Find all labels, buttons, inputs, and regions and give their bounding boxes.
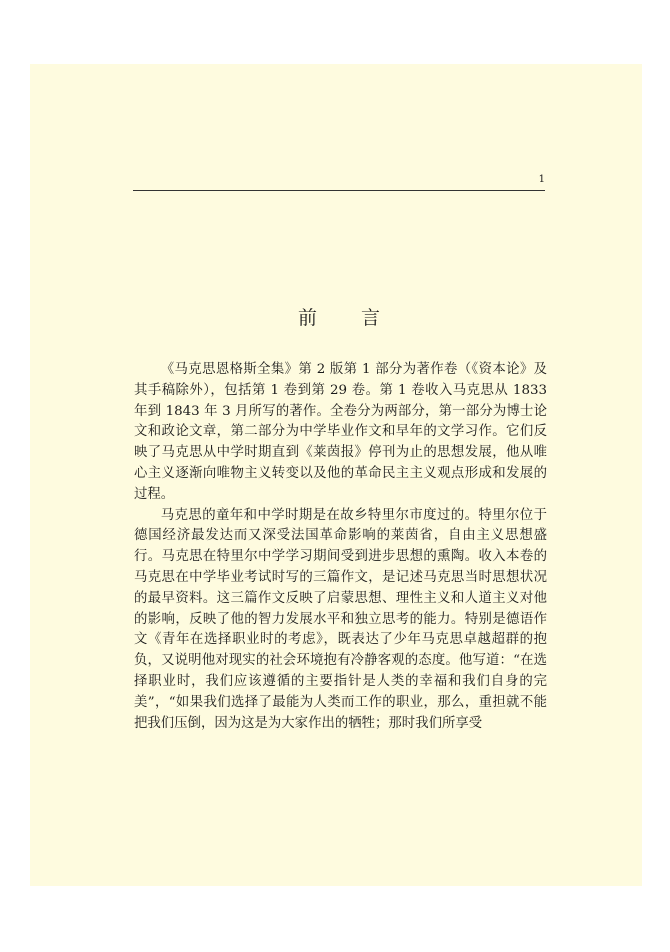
page-title: 前言	[297, 307, 424, 329]
page-number: 1	[538, 174, 545, 185]
paragraph: 马克思的童年和中学时期是在故乡特里尔市度过的。特里尔位于德国经济最发达而又深受法国革命影响的莱茵省，自由主义思想盛行。马克思在特里尔中学学习期间受到进步思想的熏陶。收入本卷的马克思在中学毕业考试时写的三篇作文，是记述马克思当时思想状况的最早资料。这三篇作文反映了启蒙思想、理性主义和人道主义对他的影响，反映了他的智力发展水平和独立思考的能力。特别是德语作文《青年在选择职业时的考虑》，既表达了少年马克思卓越超群的抱负，又说明他对现实的社会环境抱有冷静客观的态度。他写道：“在选择职业时，我们应该遵循的主要指针是人类的幸福和我们自身的完美”，“如果我们选择了最能为人类而工作的职业，那么，重担就不能把我们压倒，因为这是为大家作出的牺牲；那时我们所享受	[134, 507, 547, 731]
body-text	[134, 360, 547, 734]
book-page	[30, 64, 642, 886]
header-rule	[133, 190, 545, 191]
paragraph: 《马克思恩格斯全集》第 2 版第 1 部分为著作卷（《资本论》及其手稿除外），包括第 1 卷到第 29 卷。第 1 卷收入马克思从 1833 年到 1843 年 3 月所写的著作。全卷分为两部分，第一部分为博士论文和政论文章，第二部分为中学毕业作文和早年的文学习作。它们反映了马克思从中学时期直到《莱茵报》停刊为止的思想发展，他从唯心主义逐渐向唯物主义转变以及他的革命民主主义观点形成和发展的过程。	[134, 362, 547, 502]
